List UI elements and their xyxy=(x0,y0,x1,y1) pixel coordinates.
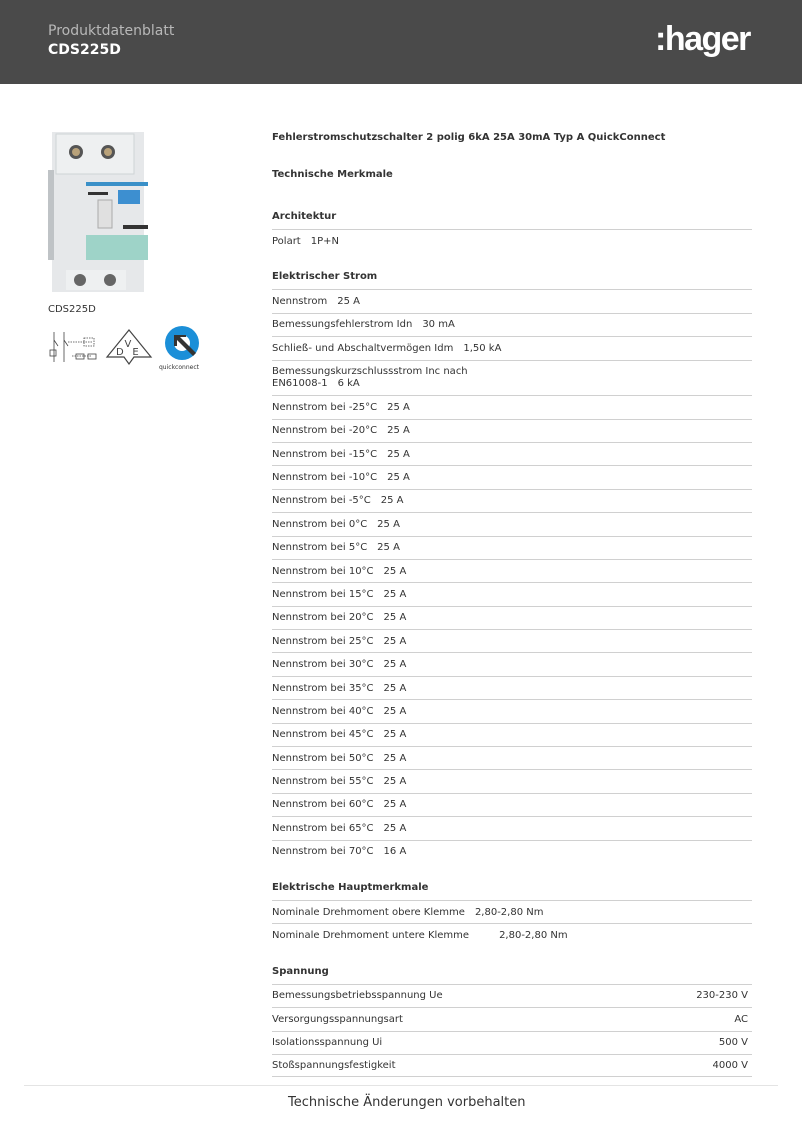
spec-row xyxy=(272,840,752,863)
spec-section xyxy=(272,880,752,947)
vde-mark-icon xyxy=(104,327,154,367)
spec-row xyxy=(272,229,752,252)
spec-row xyxy=(272,1054,752,1077)
hager-logo: :hager xyxy=(655,20,750,58)
spec-content xyxy=(272,130,752,1077)
quickconnect-icon xyxy=(158,323,206,371)
spec-label: Nennstrom bei 65°C xyxy=(272,822,374,834)
spec-value: 25 A xyxy=(383,729,407,741)
spec-value: 500 V xyxy=(718,1037,748,1049)
section-heading: Architektur xyxy=(272,211,337,222)
spec-value: 25 A xyxy=(377,542,400,554)
spec-value: 2,80-2,80 Nm xyxy=(499,930,568,942)
spec-value: 25 A xyxy=(337,296,360,308)
spec-row xyxy=(272,746,752,769)
spec-value: 6 kA xyxy=(337,377,360,389)
spec-section xyxy=(272,269,752,863)
spec-value: 2,80-2,80 Nm xyxy=(474,906,544,918)
spec-label: Nennstrom bei 70°C xyxy=(272,846,374,858)
spec-row xyxy=(272,559,752,582)
spec-row xyxy=(272,289,752,312)
spec-label: Nennstrom bei 55°C xyxy=(272,776,374,788)
spec-label: Nennstrom bei 15°C xyxy=(272,588,374,600)
spec-value: 16 A xyxy=(383,846,407,858)
spec-label: Nennstrom bei 30°C xyxy=(272,659,374,671)
spec-label: Bemessungskurzschlussstrom Inc nach EN61008-1 xyxy=(272,365,468,389)
spec-row xyxy=(272,419,752,442)
spec-row xyxy=(272,793,752,816)
spec-label: Nennstrom bei -20°C xyxy=(272,425,378,437)
spec-label: Polart xyxy=(272,235,301,247)
spec-row xyxy=(272,816,752,839)
header-bar xyxy=(0,0,802,84)
spec-value: 25 A xyxy=(383,659,407,671)
spec-row xyxy=(272,1007,752,1030)
document-type: Produktdatenblatt xyxy=(48,23,175,39)
spec-row xyxy=(272,900,752,923)
footer-note: Technische Änderungen vorbehalten xyxy=(288,1095,526,1110)
spec-row xyxy=(272,652,752,675)
spec-label: Nennstrom bei 10°C xyxy=(272,565,374,577)
product-code: CDS225D xyxy=(48,42,121,58)
spec-value: 25 A xyxy=(383,776,407,788)
spec-row xyxy=(272,723,752,746)
spec-label: Nennstrom bei 20°C xyxy=(272,612,374,624)
product-panel xyxy=(48,130,248,371)
circuit-diagram-icon xyxy=(48,328,100,366)
spec-value: 25 A xyxy=(383,612,407,624)
spec-value: 25 A xyxy=(383,822,407,834)
certification-icons xyxy=(48,323,248,371)
spec-label: Nennstrom xyxy=(272,296,328,308)
spec-label: Bemessungsfehlerstrom Idn xyxy=(272,319,413,331)
spec-value: 30 mA xyxy=(422,319,455,331)
spec-value: 25 A xyxy=(387,425,410,437)
spec-label: Stoßspannungsfestigkeit xyxy=(272,1060,396,1072)
spec-label: Nennstrom bei 45°C xyxy=(272,729,374,741)
spec-label: Nennstrom bei 25°C xyxy=(272,635,374,647)
spec-row xyxy=(272,676,752,699)
spec-label: Nennstrom bei 50°C xyxy=(272,752,374,764)
spec-row xyxy=(272,536,752,559)
product-label: CDS225D xyxy=(48,304,96,315)
spec-row xyxy=(272,1031,752,1054)
spec-row xyxy=(272,336,752,359)
spec-label: Nennstrom bei 40°C xyxy=(272,705,374,717)
spec-value: 1,50 kA xyxy=(463,342,502,354)
spec-row xyxy=(272,313,752,336)
product-image xyxy=(48,130,148,295)
spec-label: Versorgungsspannungsart xyxy=(272,1013,403,1025)
vde-label: DVE xyxy=(116,339,139,358)
spec-value: 25 A xyxy=(387,472,410,484)
spec-value: 230-230 V xyxy=(696,990,748,1002)
quickconnect-label: quickconnect xyxy=(159,364,199,371)
spec-section xyxy=(272,209,752,252)
spec-label: Nominale Drehmoment obere Klemme xyxy=(272,906,465,918)
spec-value: 25 A xyxy=(383,799,407,811)
spec-label: Nennstrom bei -10°C xyxy=(272,472,378,484)
spec-value: 25 A xyxy=(383,752,407,764)
spec-value: 4000 V xyxy=(712,1060,748,1072)
spec-label: Nennstrom bei 35°C xyxy=(272,682,374,694)
spec-row xyxy=(272,769,752,792)
spec-row xyxy=(272,984,752,1007)
spec-value: 25 A xyxy=(383,682,407,694)
spec-row xyxy=(272,629,752,652)
spec-row xyxy=(272,699,752,722)
spec-row xyxy=(272,582,752,605)
spec-value: 25 A xyxy=(383,588,407,600)
spec-label: Nennstrom bei -5°C xyxy=(272,495,371,507)
spec-section xyxy=(272,964,752,1078)
spec-value: 25 A xyxy=(383,705,407,717)
spec-label: Nennstrom bei 5°C xyxy=(272,542,368,554)
spec-label: Nominale Drehmoment untere Klemme xyxy=(272,930,470,942)
spec-label: Nennstrom bei 0°C xyxy=(272,518,368,530)
spec-value: 25 A xyxy=(380,495,404,507)
spec-row xyxy=(272,442,752,465)
product-title: Fehlerstromschutzschalter 2 polig 6kA 25A 30mA Typ A QuickConnect xyxy=(272,132,666,143)
section-heading: Elektrischer Strom xyxy=(272,271,378,283)
spec-row xyxy=(272,465,752,488)
spec-value: 1P+N xyxy=(310,235,339,247)
section-heading: Elektrische Hauptmerkmale xyxy=(272,881,429,893)
section-heading: Spannung xyxy=(272,965,329,977)
spec-label: Bemessungsbetriebsspannung Ue xyxy=(272,990,443,1002)
spec-value: AC xyxy=(734,1013,748,1025)
section-title-technical: Technische Merkmale xyxy=(272,169,393,180)
footer-divider xyxy=(24,1085,778,1086)
spec-row xyxy=(272,606,752,629)
spec-value: 25 A xyxy=(387,448,410,460)
spec-row xyxy=(272,489,752,512)
spec-row xyxy=(272,360,752,396)
spec-value: 25 A xyxy=(387,401,410,413)
spec-value: 25 A xyxy=(383,635,407,647)
spec-value: 25 A xyxy=(377,518,400,530)
spec-label: Isolationsspannung Ui xyxy=(272,1037,383,1049)
spec-label: Nennstrom bei -25°C xyxy=(272,401,378,413)
spec-value: 25 A xyxy=(383,565,407,577)
spec-row xyxy=(272,923,752,946)
spec-label: Schließ- und Abschaltvermögen Idm xyxy=(272,342,454,354)
spec-label: Nennstrom bei 60°C xyxy=(272,799,374,811)
spec-row xyxy=(272,395,752,418)
spec-label: Nennstrom bei -15°C xyxy=(272,448,378,460)
spec-row xyxy=(272,512,752,535)
